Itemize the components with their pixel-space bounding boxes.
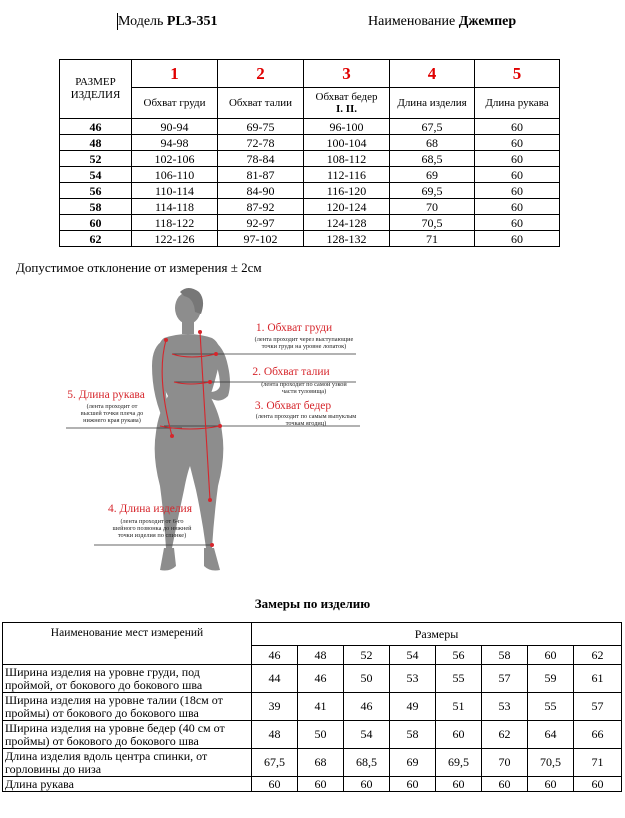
garment-table	[2, 622, 622, 792]
size-row	[60, 231, 560, 247]
measurement-value: 50	[298, 721, 344, 749]
product-name-line	[368, 14, 516, 30]
label-hips-sub: (лента проходит по самым выпуклым	[255, 413, 357, 420]
measurement-value: 53	[390, 665, 436, 693]
label-sleeve-sub: (лента проходит от	[86, 403, 138, 410]
size-value-cell: 84-90	[218, 183, 304, 199]
label-waist-sub: части туловища)	[281, 388, 327, 395]
measurement-value: 69	[390, 749, 436, 777]
measurement-value: 62	[482, 721, 528, 749]
measurement-value: 60	[436, 777, 482, 792]
size-value-cell: 97-102	[218, 231, 304, 247]
size-value-cell: 60	[475, 167, 560, 183]
size-value-cell: 116-120	[304, 183, 390, 199]
col-caption	[304, 88, 390, 119]
size-value-cell: 60	[475, 199, 560, 215]
size-value-cell: 60	[475, 119, 560, 135]
size-value-cell: 120-124	[304, 199, 390, 215]
size-value-cell: 94-98	[132, 135, 218, 151]
measurement-name: Ширина изделия на уровне бедер (40 см от проймы) от бокового до бокового шва	[3, 721, 252, 749]
label-waist-title: 2. Обхват талии	[252, 366, 330, 378]
size-row	[60, 215, 560, 231]
size-value-cell: 108-112	[304, 151, 390, 167]
size-value-cell: 87-92	[218, 199, 304, 215]
col-caption: Длина рукава	[475, 88, 560, 119]
label-chest-sub: точки груди на уровне лопаток)	[261, 343, 347, 350]
size-cell: 46	[60, 119, 132, 135]
size-value-cell: 68	[390, 135, 475, 151]
col-caption: Обхват талии	[218, 88, 304, 119]
measurement-value: 68,5	[344, 749, 390, 777]
measurement-value: 60	[390, 777, 436, 792]
garment-header-row	[3, 623, 622, 646]
measurement-value: 69,5	[436, 749, 482, 777]
size-value-cell: 122-126	[132, 231, 218, 247]
size-column-header: 60	[528, 646, 574, 665]
size-value-cell: 70,5	[390, 215, 475, 231]
size-value-cell: 110-114	[132, 183, 218, 199]
measurement-value: 46	[298, 665, 344, 693]
size-value-cell: 69-75	[218, 119, 304, 135]
measurement-value: 46	[344, 693, 390, 721]
measurement-name: Ширина изделия на уровне талии (18см от проймы) от бокового до бокового шва	[3, 693, 252, 721]
label-chest-sub: (лента проходит через выступающие	[254, 336, 354, 343]
size-value-cell: 114-118	[132, 199, 218, 215]
size-value-cell: 112-116	[304, 167, 390, 183]
size-cell: 54	[60, 167, 132, 183]
col-number: 5	[475, 60, 560, 88]
measurement-value: 60	[298, 777, 344, 792]
name-label: Наименование	[368, 14, 459, 29]
garment-table-title: Замеры по изделию	[254, 596, 371, 611]
size-row	[60, 183, 560, 199]
measurement-value: 68	[298, 749, 344, 777]
measurement-name: Длина рукава	[3, 777, 252, 792]
model-label: Модель	[118, 14, 167, 29]
size-value-cell: 100-104	[304, 135, 390, 151]
label-length-sub: точки изделия по спинке)	[117, 532, 187, 539]
size-value-cell: 69	[390, 167, 475, 183]
label-sleeve-sub: высшей точки плеча до	[80, 410, 144, 417]
model-line	[118, 14, 217, 30]
measurement-value: 57	[574, 693, 622, 721]
size-column-header: 48	[298, 646, 344, 665]
body-measurement-figure	[60, 286, 390, 581]
size-value-cell: 60	[475, 135, 560, 151]
garment-row	[3, 721, 622, 749]
col-number: 2	[218, 60, 304, 88]
name-header: Наименование мест измерений	[3, 623, 252, 665]
garment-row	[3, 777, 622, 792]
label-sleeve-sub: нижнего края рукава)	[83, 417, 141, 424]
model-value: PL3-351	[166, 14, 218, 29]
garment-row	[3, 749, 622, 777]
size-value-cell: 78-84	[218, 151, 304, 167]
measurement-value: 55	[528, 693, 574, 721]
name-value: Джемпер	[458, 14, 517, 29]
label-length-sub: (лента проходит от 6-го	[120, 518, 184, 525]
size-column-header: 54	[390, 646, 436, 665]
measurement-value: 39	[252, 693, 298, 721]
measurement-value: 55	[436, 665, 482, 693]
measurement-value: 53	[482, 693, 528, 721]
size-value-cell: 90-94	[132, 119, 218, 135]
measurement-value: 71	[574, 749, 622, 777]
measurement-value: 49	[390, 693, 436, 721]
size-cell: 60	[60, 215, 132, 231]
size-cell: 58	[60, 199, 132, 215]
size-value-cell: 71	[390, 231, 475, 247]
measurement-value: 48	[252, 721, 298, 749]
size-row	[60, 135, 560, 151]
size-value-cell: 92-97	[218, 215, 304, 231]
size-value-cell: 128-132	[304, 231, 390, 247]
size-value-cell: 60	[475, 151, 560, 167]
size-value-cell: 72-78	[218, 135, 304, 151]
measurement-name: Длина изделия вдоль центра спинки, от горловины до низа	[3, 749, 252, 777]
size-table	[59, 59, 560, 247]
measurement-name: Ширина изделия на уровне груди, под проймой, от бокового до бокового шва	[3, 665, 252, 693]
size-column-header: 58	[482, 646, 528, 665]
size-value-cell: 106-110	[132, 167, 218, 183]
label-chest-title: 1. Обхват груди	[255, 322, 333, 334]
measurement-value: 70	[482, 749, 528, 777]
tolerance-note: Допустимое отклонение от измерения ± 2см	[16, 260, 262, 275]
label-length-sub: шейного позвонка до нижней	[112, 525, 192, 532]
size-value-cell: 60	[475, 231, 560, 247]
size-value-cell: 69,5	[390, 183, 475, 199]
size-row	[60, 199, 560, 215]
size-column-header: 62	[574, 646, 622, 665]
measurement-value: 60	[574, 777, 622, 792]
col-number: 4	[390, 60, 475, 88]
measurement-value: 60	[482, 777, 528, 792]
size-row	[60, 151, 560, 167]
measurement-value: 61	[574, 665, 622, 693]
sizes-header: Размеры	[252, 623, 622, 646]
measurement-value: 64	[528, 721, 574, 749]
garment-row	[3, 693, 622, 721]
col-number: 1	[132, 60, 218, 88]
measurement-value: 41	[298, 693, 344, 721]
size-value-cell: 60	[475, 183, 560, 199]
label-hips-title: 3. Обхват бедер	[254, 400, 332, 412]
col-caption-text: Обхват бедер	[315, 91, 378, 103]
measurement-value: 54	[344, 721, 390, 749]
measurement-value: 60	[528, 777, 574, 792]
measurement-value: 60	[252, 777, 298, 792]
measurement-value: 70,5	[528, 749, 574, 777]
measurement-value: 57	[482, 665, 528, 693]
size-column-header: 46	[252, 646, 298, 665]
size-value-cell: 67,5	[390, 119, 475, 135]
size-value-cell: 81-87	[218, 167, 304, 183]
label-sleeve-title: 5. Длина рукава	[67, 389, 145, 401]
measurement-value: 59	[528, 665, 574, 693]
label-hips-sub: точкам ягодиц)	[285, 420, 327, 427]
size-value-cell: 70	[390, 199, 475, 215]
measurement-value: 60	[344, 777, 390, 792]
col-caption: Длина изделия	[390, 88, 475, 119]
size-value-cell: 118-122	[132, 215, 218, 231]
measurement-value: 66	[574, 721, 622, 749]
size-table-number-row	[60, 60, 560, 88]
measurement-value: 44	[252, 665, 298, 693]
size-row	[60, 119, 560, 135]
size-column-header: 56	[436, 646, 482, 665]
measurement-value: 50	[344, 665, 390, 693]
size-value-cell: 60	[475, 215, 560, 231]
size-cell: 56	[60, 183, 132, 199]
size-value-cell: 124-128	[304, 215, 390, 231]
measurement-value: 51	[436, 693, 482, 721]
size-value-cell: 96-100	[304, 119, 390, 135]
measurement-value: 58	[390, 721, 436, 749]
size-value-cell: 102-106	[132, 151, 218, 167]
garment-row	[3, 665, 622, 693]
col-caption-bold: I. II.	[335, 103, 358, 115]
size-cell: 48	[60, 135, 132, 151]
label-length-title: 4. Длина изделия	[108, 503, 192, 515]
col-number: 3	[304, 60, 390, 88]
size-row	[60, 167, 560, 183]
size-cell: 52	[60, 151, 132, 167]
label-waist-sub: (лента проходит по самой узкой	[261, 381, 347, 388]
measurement-value: 60	[436, 721, 482, 749]
size-cell: 62	[60, 231, 132, 247]
measurement-value: 67,5	[252, 749, 298, 777]
size-value-cell: 68,5	[390, 151, 475, 167]
col-caption: Обхват груди	[132, 88, 218, 119]
size-header: РАЗМЕР ИЗДЕЛИЯ	[60, 60, 132, 119]
size-column-header: 52	[344, 646, 390, 665]
size-table-caption-row	[60, 88, 560, 119]
